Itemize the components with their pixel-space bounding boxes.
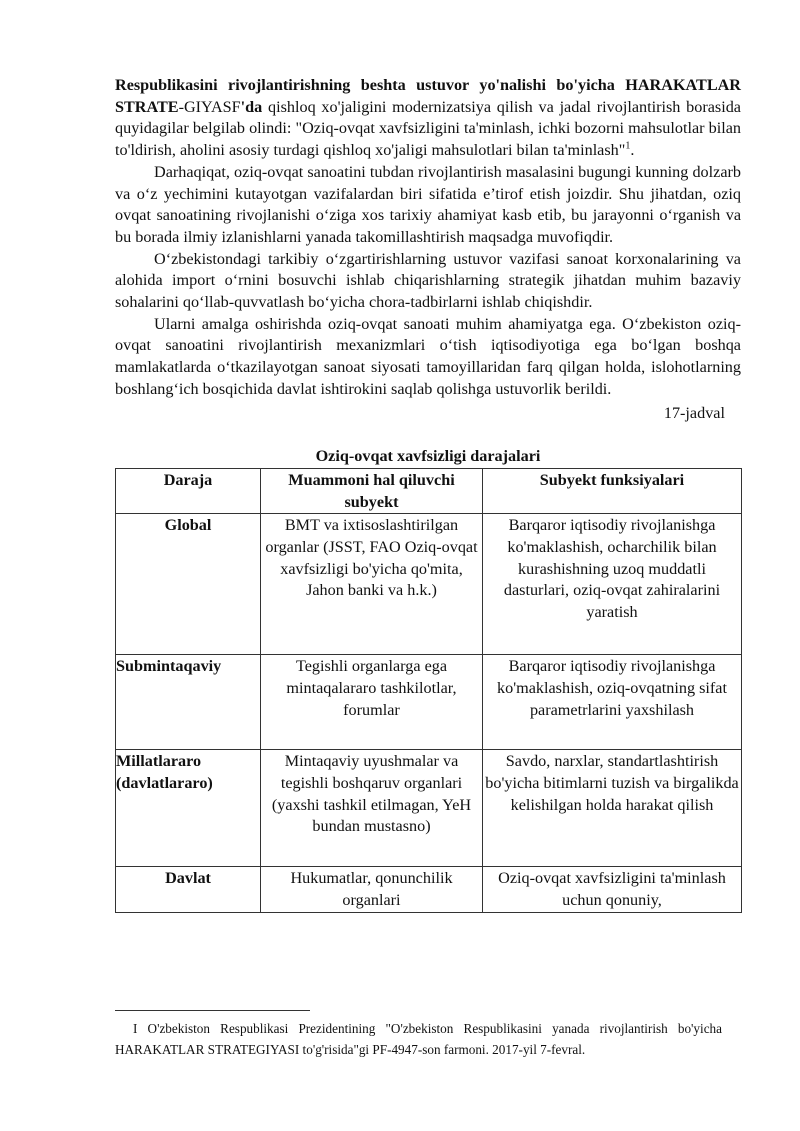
- header-functions: Subyekt funksiyalari: [483, 468, 742, 513]
- row-functions: Barqaror iqtisodiy rivojlanishga ko'maklashish, oziq-ovqatning sifat parametrlarini yaxshilash: [483, 655, 742, 750]
- row-subject: Mintaqaviy uyushmalar va tegishli boshqaruv organlari (yaxshi tashkil etilmagan, YeH bundan mustasno): [261, 750, 483, 867]
- row-level: Global: [116, 514, 261, 655]
- document-body: [115, 75, 741, 913]
- table-title: Oziq-ovqat xavfsizligi darajalari: [315, 447, 541, 466]
- paragraph-1-text-b: qishloq xo'jaligini modernizatsiya qilish va jadal rivojlantirish borasida quyidagilar belgilab olindi: "Oziq-ovqat xavfsizligini ta'minlash, ichki bozorni mahsulotlar bilan to'ldirish, aholini asosiy turdagi qishloq xo'jaligi mahsulotlari bilan ta'minlash": [115, 97, 741, 160]
- paragraph-1-bold-start: Respublikasini rivojlantirishning beshta ustuvor yo'nalishi bo'yicha HARAKATLAR STRATE: [115, 76, 741, 116]
- paragraph-1-text-a: -GIYASF: [178, 97, 241, 116]
- footnote-separator: [115, 1010, 310, 1011]
- row-level: Submintaqaviy: [116, 655, 261, 750]
- paragraph-2: Darhaqiqat, oziq-ovqat sanoatini tubdan rivojlantirish masalasini bugungi kunning dolzarb va o‘z yechimini kutayotgan vazifalardan biri sifatida e’tirof etish joizdir. Shu jihatdan, oziq ovqat sanoatining rivojlanishi o‘ziga xos tarixiy ahamiyat kasb etib, bu jarayonni o‘rganish va bu borada ilmiy izlanishlarni yanada takomillashtirish maqsadga muvofiqdir.: [115, 162, 741, 246]
- table-row: [116, 514, 742, 655]
- paragraph-1-bold-da: 'da: [240, 97, 263, 116]
- row-level: Davlat: [116, 867, 261, 913]
- food-security-table: [115, 468, 742, 913]
- footnote-ref[interactable]: 1: [625, 140, 631, 152]
- row-level: Millatlararo (davlatlararo): [116, 750, 261, 867]
- table-row: [116, 655, 742, 750]
- row-subject: Tegishli organlarga ega mintaqalararo tashkilotlar, forumlar: [261, 655, 483, 750]
- header-level: Daraja: [116, 468, 261, 513]
- row-subject: BMT va ixtisoslashtirilgan organlar (JSST, FAO Oziq-ovqat xavfsizligi bo'yicha qo'mita, Jahon banki va h.k.): [261, 514, 483, 655]
- table-number-label: 17-jadval: [663, 403, 725, 422]
- table-header-row: [116, 468, 742, 513]
- paragraph-1: [115, 75, 741, 162]
- row-functions: Savdo, narxlar, standartlashtirish bo'yicha bitimlarni tuzish va birgalikda kelishilgan holda harakat qilish: [483, 750, 742, 867]
- row-functions: Oziq-ovqat xavfsizligini ta'minlash uchun qonuniy,: [483, 867, 742, 913]
- table-row: [116, 750, 742, 867]
- footnote: I O'zbekiston Respublikasi Prezidentining "O'zbekiston Respublikasini yanada rivojlantirish bo'yicha HARAKATLAR STRATEGIYASI to'g'risida"gi PF-4947-son farmoni. 2017-yil 7-fevral.: [115, 1021, 722, 1057]
- paragraph-4: Ularni amalga oshirishda oziq-ovqat sanoati muhim ahamiyatga ega. O‘zbekiston oziq-ovqat sanoatini rivojlantirish mexanizmlari o‘tish iqtisodiyotiga ega bo‘lgan boshqa mamlakatlarda o‘tkazilayotgan sanoat siyosati tamoyillaridan farq qilgan holda, islohotlarning boshlang‘ich bosqichida davlat ishtirokini saqlab qolishga ustuvorlik berildi.: [115, 314, 741, 398]
- header-subject: Muammoni hal qiluvchi subyekt: [261, 468, 483, 513]
- row-functions: Barqaror iqtisodiy rivojlanishga ko'maklashish, ocharchilik bilan kurashishning uzoq muddatli dasturlari, oziq-ovqat zahiralarini yaratish: [483, 514, 742, 655]
- paragraph-1-end: .: [630, 141, 635, 160]
- row-subject: Hukumatlar, qonunchilik organlari: [261, 867, 483, 913]
- paragraph-3: O‘zbekistondagi tarkibiy o‘zgartirishlarning ustuvor vazifasi sanoat korxonalarining va alohida import o‘rnini bosuvchi ishlab chiqarishlarning strategik jihatdan muhim bazaviy sohalarini qo‘llab-quvvatlash bo‘yicha chora-tadbirlarni ishlab chiqishdir.: [115, 249, 741, 312]
- table-row: [116, 867, 742, 913]
